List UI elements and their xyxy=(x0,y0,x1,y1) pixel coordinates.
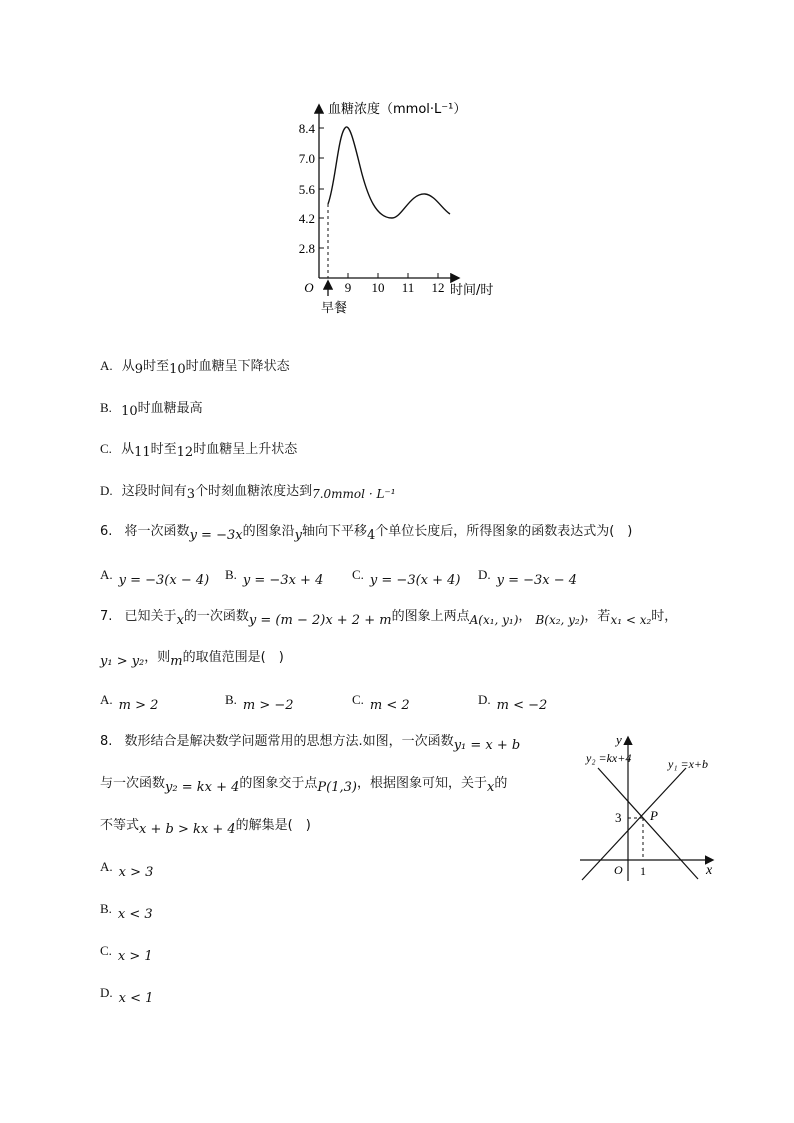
q5-option-d[interactable]: D. 这段时间有3个时刻血糖浓度达到7.0mmol · L⁻¹ xyxy=(100,483,396,502)
q6-option-a[interactable]: A. y = −3(x − 4) xyxy=(100,567,210,588)
q7-option-c[interactable]: C. m < 2 xyxy=(352,692,410,713)
option-letter: B. xyxy=(100,400,112,415)
q5-option-b[interactable]: B. 10时血糖最高 xyxy=(100,400,203,419)
question-8-line-2: 与一次函数y₂ = kx + 4的图象交于点P(1,3)，根据图象可知，关于x的 xyxy=(100,776,508,795)
x-tick-label: 10 xyxy=(371,280,385,295)
question-number: 8. xyxy=(100,734,113,749)
x-tick-label: 1 xyxy=(640,864,646,878)
y-tick-label: 2.8 xyxy=(298,241,315,256)
q8-option-d[interactable]: D. x < 1 xyxy=(100,985,154,1006)
point-p-label: P xyxy=(650,808,658,823)
y-axis-label: 血糖浓度（mmol·L⁻¹） xyxy=(328,102,467,117)
question-number: 6. xyxy=(100,524,113,539)
q5-option-c[interactable]: C. 从11时至12时血糖呈上升状态 xyxy=(100,441,298,460)
q7-option-d[interactable]: D. m < −2 xyxy=(478,692,548,713)
x-tick-label: 9 xyxy=(344,280,352,295)
option-letter: C. xyxy=(100,441,112,456)
q6-option-c[interactable]: C. y = −3(x + 4) xyxy=(352,567,461,588)
y-tick-label: 7.0 xyxy=(298,151,315,166)
y-tick-label: 8.4 xyxy=(298,121,315,136)
line-y2 xyxy=(598,768,698,879)
y1-label: y₁ =x+b xyxy=(668,757,709,771)
q7-option-b[interactable]: B. m > −2 xyxy=(225,692,294,713)
y-axis-letter: y xyxy=(616,732,622,747)
q7-option-a[interactable]: A. m > 2 xyxy=(100,692,159,713)
question-6: 6. 将一次函数y = −3x的图象沿y轴向下平移4个单位长度后，所得图象的函数表达式为( ) xyxy=(100,524,633,543)
option-letter: A. xyxy=(100,358,113,373)
y-tick-label: 5.6 xyxy=(298,182,315,197)
line-y1 xyxy=(582,768,686,880)
x-axis-label: 时间/时 xyxy=(450,283,494,298)
question-8-line-1: 8. 数形结合是解决数学问题常用的思想方法.如图，一次函数y₁ = x + b xyxy=(100,734,521,753)
question-7-line-1: 7. 已知关于x的一次函数y = (m − 2)x + 2 + m的图象上两点A(x₁, y₁)， B(x₂, y₂)，若x₁ < x₂时， xyxy=(100,609,678,628)
q8-option-b[interactable]: B. x < 3 xyxy=(100,901,153,922)
y2-label: y₂ =kx+4 xyxy=(586,751,632,765)
option-letter: D. xyxy=(100,483,113,498)
blood-sugar-curve xyxy=(328,127,450,218)
question-number: 7. xyxy=(100,609,113,624)
q6-option-b[interactable]: B. y = −3x + 4 xyxy=(225,567,324,588)
x-axis-letter: x xyxy=(706,863,713,878)
q8-option-c[interactable]: C. x > 1 xyxy=(100,943,153,964)
origin-label: O xyxy=(304,280,314,295)
x-tick-label: 11 xyxy=(401,280,415,295)
question-8-line-3: 不等式x + b > kx + 4的解集是( ) xyxy=(100,818,311,837)
q5-option-a[interactable]: A. 从9时至10时血糖呈下降状态 xyxy=(100,358,290,377)
y-tick-label: 3 xyxy=(615,810,622,825)
y-tick-label: 4.2 xyxy=(298,211,315,226)
question-7-line-2: y₁ > y₂，则m的取值范围是( ) xyxy=(100,650,284,669)
breakfast-label: 早餐 xyxy=(320,301,348,316)
origin-label: O xyxy=(614,863,623,877)
q8-option-a[interactable]: A. x > 3 xyxy=(100,859,154,880)
blood-sugar-graph xyxy=(290,96,510,321)
linear-functions-graph xyxy=(572,728,722,884)
q6-option-d[interactable]: D. y = −3x − 4 xyxy=(478,567,578,588)
x-tick-label: 12 xyxy=(431,280,445,295)
